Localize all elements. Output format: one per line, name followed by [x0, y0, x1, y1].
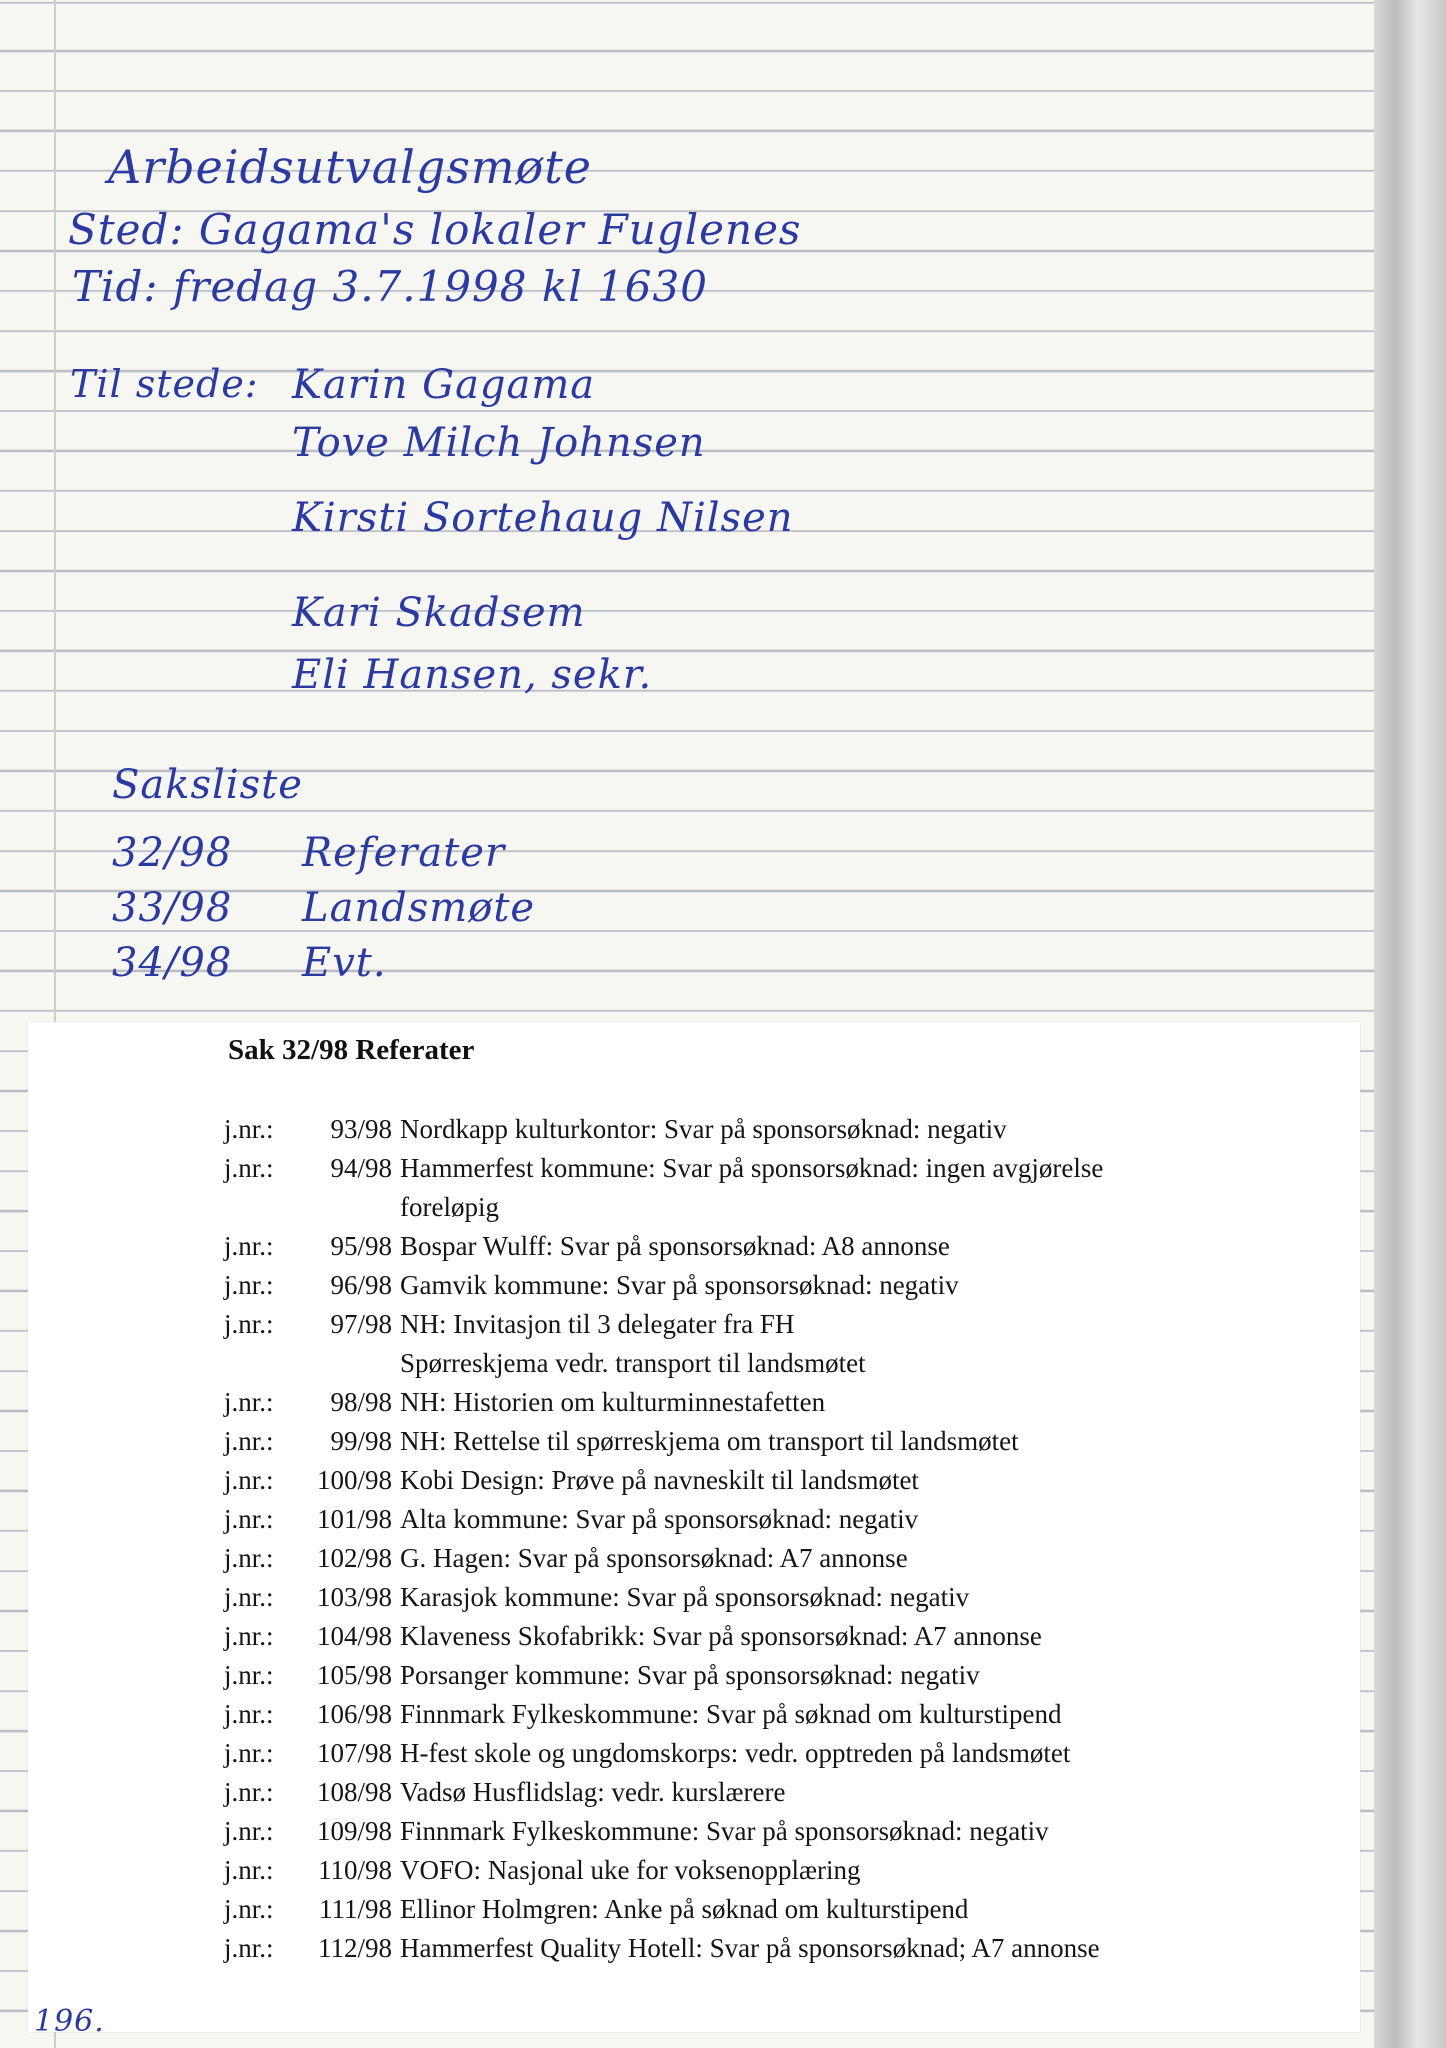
journal-text-line: G. Hagen: Svar på sponsorsøknad: A7 annonse — [400, 1543, 908, 1573]
journal-label: j.nr.: — [224, 1582, 274, 1612]
journal-number: 97/98 — [330, 1309, 392, 1339]
journal-number: 93/98 — [330, 1114, 392, 1144]
agenda-item — [112, 940, 387, 986]
journal-number: 94/98 — [330, 1153, 392, 1183]
journal-text — [400, 1890, 1344, 1929]
journal-entry — [224, 1890, 1344, 1929]
journal-text-line: foreløpig — [400, 1192, 499, 1222]
journal-text — [400, 1500, 1344, 1539]
journal-entry — [224, 1617, 1344, 1656]
journal-number: 103/98 — [316, 1582, 392, 1612]
journal-number: 99/98 — [330, 1426, 392, 1456]
journal-text-line: Kobi Design: Prøve på navneskilt til landsmøtet — [400, 1465, 919, 1495]
journal-text — [400, 1617, 1344, 1656]
journal-text — [400, 1110, 1344, 1149]
agenda-label: Saksliste — [112, 762, 303, 808]
journal-label: j.nr.: — [224, 1738, 274, 1768]
journal-text — [400, 1149, 1344, 1227]
journal-text-line: Ellinor Holmgren: Anke på søknad om kulturstipend — [400, 1894, 969, 1924]
page-number: 196. — [34, 2004, 105, 2039]
journal-number: 98/98 — [330, 1387, 392, 1417]
journal-text-line: Alta kommune: Svar på sponsorsøknad: negativ — [400, 1504, 919, 1534]
journal-label: j.nr.: — [224, 1426, 274, 1456]
agenda-item — [112, 830, 505, 876]
journal-label: j.nr.: — [224, 1543, 274, 1573]
page-edge — [1374, 0, 1446, 2048]
attendee: Kari Skadsem — [292, 590, 586, 636]
journal-entry — [224, 1461, 1344, 1500]
journal-text — [400, 1461, 1344, 1500]
agenda-item-number: 32/98 — [112, 830, 233, 876]
journal-label: j.nr.: — [224, 1777, 274, 1807]
journal-text — [400, 1422, 1344, 1461]
journal-number: 105/98 — [316, 1660, 392, 1690]
journal-label: j.nr.: — [224, 1465, 274, 1495]
handwritten-title: Arbeidsutvalgsmøte — [108, 140, 592, 194]
journal-entry — [224, 1734, 1344, 1773]
attendee: Karin Gagama — [292, 362, 596, 408]
handwritten-location: Sted: Gagama's lokaler Fuglenes — [68, 205, 802, 254]
journal-number: 108/98 — [316, 1777, 392, 1807]
journal-number: 111/98 — [319, 1894, 392, 1924]
journal-text — [400, 1851, 1344, 1890]
journal-number: 107/98 — [316, 1738, 392, 1768]
agenda-item-title: Evt. — [302, 940, 387, 986]
journal-list — [224, 1110, 1344, 1968]
journal-number: 100/98 — [316, 1465, 392, 1495]
journal-label: j.nr.: — [224, 1816, 274, 1846]
journal-text-line: Vadsø Husflidslag: vedr. kurslærere — [400, 1777, 786, 1807]
journal-entry — [224, 1812, 1344, 1851]
journal-text-line: Hammerfest Quality Hotell: Svar på sponsorsøknad; A7 annonse — [400, 1933, 1100, 1963]
attendee: Kirsti Sortehaug Nilsen — [292, 495, 794, 541]
journal-text-line: H-fest skole og ungdomskorps: vedr. opptreden på landsmøtet — [400, 1738, 1071, 1768]
journal-text-line: Karasjok kommune: Svar på sponsorsøknad: negativ — [400, 1582, 970, 1612]
journal-entry — [224, 1851, 1344, 1890]
journal-number: 110/98 — [318, 1855, 392, 1885]
journal-number: 106/98 — [316, 1699, 392, 1729]
journal-text — [400, 1773, 1344, 1812]
journal-text — [400, 1539, 1344, 1578]
journal-label: j.nr.: — [224, 1270, 274, 1300]
journal-text — [400, 1812, 1344, 1851]
journal-text — [400, 1929, 1344, 1968]
journal-text-line: Finnmark Fylkeskommune: Svar på søknad om kulturstipend — [400, 1699, 1062, 1729]
attendees-label: Til stede: — [70, 362, 259, 406]
journal-text-line: Klaveness Skofabrikk: Svar på sponsorsøknad: A7 annonse — [400, 1621, 1042, 1651]
journal-text-line: NH: Historien om kulturminnestafetten — [400, 1387, 826, 1417]
journal-entry — [224, 1227, 1344, 1266]
journal-label: j.nr.: — [224, 1855, 274, 1885]
journal-entry — [224, 1539, 1344, 1578]
agenda-item-number: 33/98 — [112, 885, 233, 931]
journal-text-line: Nordkapp kulturkontor: Svar på sponsorsøknad: negativ — [400, 1114, 1007, 1144]
journal-entry — [224, 1578, 1344, 1617]
case-heading: Sak 32/98 Referater — [228, 1034, 475, 1066]
journal-entry — [224, 1656, 1344, 1695]
journal-number: 109/98 — [316, 1816, 392, 1846]
agenda-item-title: Landsmøte — [302, 885, 536, 931]
handwritten-time: Tid: fredag 3.7.1998 kl 1630 — [72, 262, 708, 311]
journal-entry — [224, 1929, 1344, 1968]
journal-label: j.nr.: — [224, 1153, 274, 1183]
journal-entry — [224, 1149, 1344, 1227]
journal-text — [400, 1305, 1344, 1383]
agenda-item-number: 34/98 — [112, 940, 233, 986]
journal-entry — [224, 1773, 1344, 1812]
journal-label: j.nr.: — [224, 1387, 274, 1417]
journal-number: 95/98 — [330, 1231, 392, 1261]
journal-text-line: NH: Invitasjon til 3 delegater fra FH — [400, 1309, 795, 1339]
journal-text — [400, 1656, 1344, 1695]
journal-text-line: Gamvik kommune: Svar på sponsorsøknad: negativ — [400, 1270, 959, 1300]
journal-label: j.nr.: — [224, 1504, 274, 1534]
journal-label: j.nr.: — [224, 1114, 274, 1144]
attendee: Eli Hansen, sekr. — [292, 652, 653, 698]
agenda-item — [112, 885, 535, 931]
journal-text — [400, 1578, 1344, 1617]
journal-label: j.nr.: — [224, 1933, 274, 1963]
agenda-item-title: Referater — [302, 830, 506, 876]
journal-entry — [224, 1383, 1344, 1422]
journal-label: j.nr.: — [224, 1699, 274, 1729]
journal-text — [400, 1695, 1344, 1734]
journal-text-line: Spørreskjema vedr. transport til landsmøtet — [400, 1348, 866, 1378]
journal-entry — [224, 1695, 1344, 1734]
journal-label: j.nr.: — [224, 1894, 274, 1924]
journal-text-line: Hammerfest kommune: Svar på sponsorsøknad: ingen avgjørelse — [400, 1153, 1104, 1183]
journal-entry — [224, 1500, 1344, 1539]
journal-number: 102/98 — [316, 1543, 392, 1573]
journal-entry — [224, 1305, 1344, 1383]
journal-label: j.nr.: — [224, 1309, 274, 1339]
journal-text-line: Finnmark Fylkeskommune: Svar på sponsorsøknad: negativ — [400, 1816, 1049, 1846]
journal-entry — [224, 1422, 1344, 1461]
journal-text — [400, 1266, 1344, 1305]
journal-number: 101/98 — [316, 1504, 392, 1534]
journal-entry — [224, 1110, 1344, 1149]
typed-sheet — [28, 1022, 1360, 2032]
journal-text-line: VOFO: Nasjonal uke for voksenopplæring — [400, 1855, 861, 1885]
journal-text — [400, 1383, 1344, 1422]
journal-text — [400, 1227, 1344, 1266]
journal-number: 96/98 — [330, 1270, 392, 1300]
journal-number: 112/98 — [318, 1933, 392, 1963]
journal-label: j.nr.: — [224, 1621, 274, 1651]
journal-text — [400, 1734, 1344, 1773]
journal-number: 104/98 — [316, 1621, 392, 1651]
journal-label: j.nr.: — [224, 1660, 274, 1690]
journal-entry — [224, 1266, 1344, 1305]
attendee: Tove Milch Johnsen — [292, 420, 706, 466]
journal-text-line: Porsanger kommune: Svar på sponsorsøknad: negativ — [400, 1660, 980, 1690]
journal-text-line: Bospar Wulff: Svar på sponsorsøknad: A8 annonse — [400, 1231, 950, 1261]
journal-text-line: NH: Rettelse til spørreskjema om transport til landsmøtet — [400, 1426, 1019, 1456]
journal-label: j.nr.: — [224, 1231, 274, 1261]
